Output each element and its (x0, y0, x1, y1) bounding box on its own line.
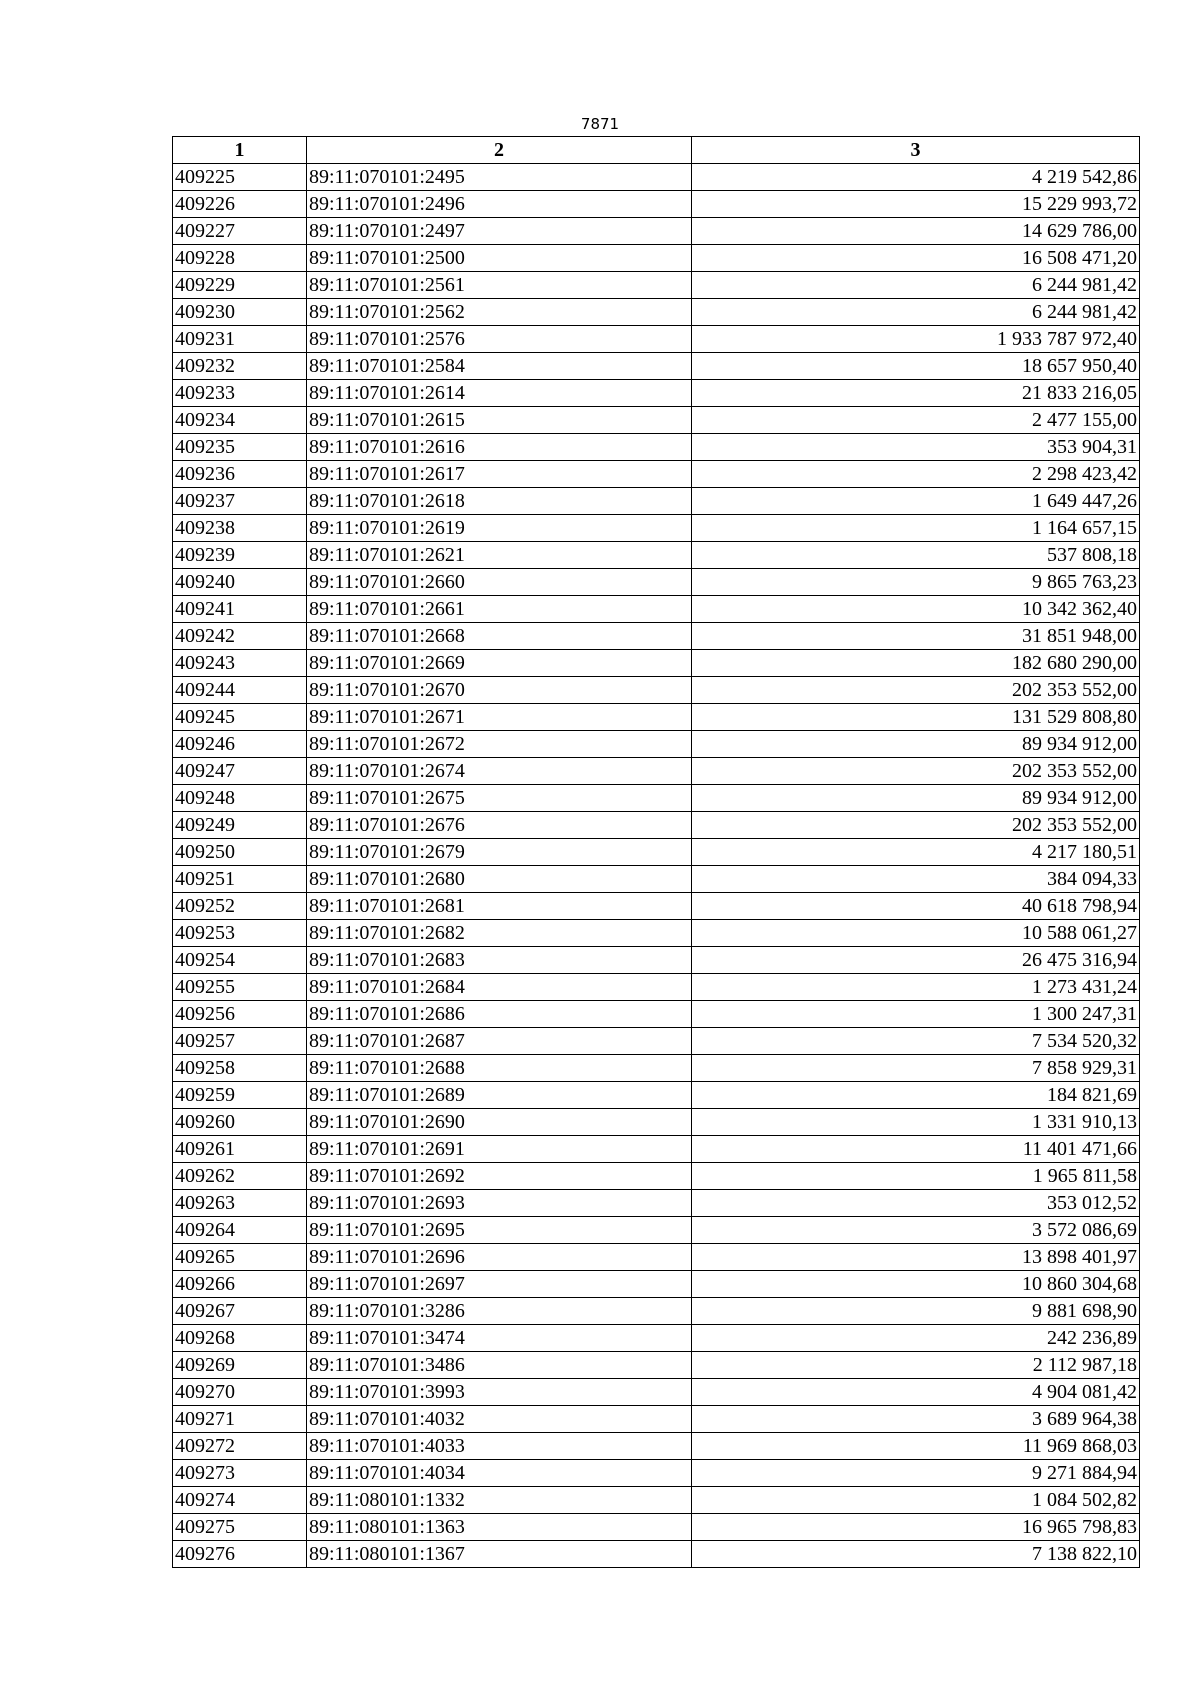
row-number-cell: 409227 (173, 218, 307, 245)
column-header-2: 2 (307, 137, 692, 164)
value-cell: 4 904 081,42 (692, 1379, 1140, 1406)
table-row (173, 542, 1140, 569)
row-number-cell: 409242 (173, 623, 307, 650)
table-row (173, 1433, 1140, 1460)
table-row (173, 1460, 1140, 1487)
cadastral-number-cell: 89:11:070101:4034 (307, 1460, 692, 1487)
value-cell: 1 649 447,26 (692, 488, 1140, 515)
table-row (173, 1352, 1140, 1379)
cadastral-number-cell: 89:11:070101:4033 (307, 1433, 692, 1460)
table-row (173, 1298, 1140, 1325)
table-row (173, 1109, 1140, 1136)
row-number-cell: 409275 (173, 1514, 307, 1541)
row-number-cell: 409253 (173, 920, 307, 947)
row-number-cell: 409225 (173, 164, 307, 191)
value-cell: 40 618 798,94 (692, 893, 1140, 920)
row-number-cell: 409271 (173, 1406, 307, 1433)
cadastral-number-cell: 89:11:070101:2691 (307, 1136, 692, 1163)
value-cell: 15 229 993,72 (692, 191, 1140, 218)
cadastral-number-cell: 89:11:070101:2674 (307, 758, 692, 785)
row-number-cell: 409246 (173, 731, 307, 758)
cadastral-number-cell: 89:11:070101:2500 (307, 245, 692, 272)
value-cell: 1 331 910,13 (692, 1109, 1140, 1136)
cadastral-number-cell: 89:11:070101:2696 (307, 1244, 692, 1271)
row-number-cell: 409268 (173, 1325, 307, 1352)
cadastral-number-cell: 89:11:070101:2669 (307, 650, 692, 677)
column-header-1: 1 (173, 137, 307, 164)
table-row (173, 326, 1140, 353)
table-row (173, 866, 1140, 893)
value-cell: 18 657 950,40 (692, 353, 1140, 380)
cadastral-number-cell: 89:11:070101:2688 (307, 1055, 692, 1082)
table-row (173, 812, 1140, 839)
table-row (173, 1082, 1140, 1109)
value-cell: 7 858 929,31 (692, 1055, 1140, 1082)
value-cell: 11 969 868,03 (692, 1433, 1140, 1460)
table-row (173, 1136, 1140, 1163)
value-cell: 6 244 981,42 (692, 272, 1140, 299)
cadastral-number-cell: 89:11:070101:2687 (307, 1028, 692, 1055)
table-row (173, 515, 1140, 542)
value-cell: 2 477 155,00 (692, 407, 1140, 434)
cadastral-number-cell: 89:11:070101:2676 (307, 812, 692, 839)
row-number-cell: 409250 (173, 839, 307, 866)
table-row (173, 245, 1140, 272)
table-row (173, 1190, 1140, 1217)
value-cell: 1 273 431,24 (692, 974, 1140, 1001)
cadastral-number-cell: 89:11:070101:2689 (307, 1082, 692, 1109)
value-cell: 10 588 061,27 (692, 920, 1140, 947)
table-row (173, 596, 1140, 623)
table-row (173, 893, 1140, 920)
value-cell: 1 300 247,31 (692, 1001, 1140, 1028)
cadastral-number-cell: 89:11:070101:2682 (307, 920, 692, 947)
column-header-3: 3 (692, 137, 1140, 164)
row-number-cell: 409237 (173, 488, 307, 515)
cadastral-number-cell: 89:11:070101:2496 (307, 191, 692, 218)
cadastral-number-cell: 89:11:080101:1367 (307, 1541, 692, 1568)
value-cell: 184 821,69 (692, 1082, 1140, 1109)
cadastral-number-cell: 89:11:070101:2562 (307, 299, 692, 326)
value-cell: 89 934 912,00 (692, 785, 1140, 812)
table-row (173, 704, 1140, 731)
table-row (173, 1379, 1140, 1406)
cadastral-number-cell: 89:11:070101:3993 (307, 1379, 692, 1406)
cadastral-number-cell: 89:11:070101:2619 (307, 515, 692, 542)
cadastral-number-cell: 89:11:070101:2670 (307, 677, 692, 704)
table-row (173, 677, 1140, 704)
table-body (173, 164, 1140, 1568)
cadastral-number-cell: 89:11:070101:2690 (307, 1109, 692, 1136)
table-row (173, 272, 1140, 299)
row-number-cell: 409248 (173, 785, 307, 812)
cadastral-number-cell: 89:11:070101:2561 (307, 272, 692, 299)
row-number-cell: 409276 (173, 1541, 307, 1568)
value-cell: 89 934 912,00 (692, 731, 1140, 758)
value-cell: 4 219 542,86 (692, 164, 1140, 191)
row-number-cell: 409260 (173, 1109, 307, 1136)
value-cell: 11 401 471,66 (692, 1136, 1140, 1163)
table-row (173, 731, 1140, 758)
cadastral-number-cell: 89:11:070101:2576 (307, 326, 692, 353)
row-number-cell: 409269 (173, 1352, 307, 1379)
row-number-cell: 409249 (173, 812, 307, 839)
row-number-cell: 409236 (173, 461, 307, 488)
row-number-cell: 409228 (173, 245, 307, 272)
table-row (173, 758, 1140, 785)
value-cell: 9 865 763,23 (692, 569, 1140, 596)
value-cell: 202 353 552,00 (692, 758, 1140, 785)
cadastral-number-cell: 89:11:070101:2621 (307, 542, 692, 569)
value-cell: 9 881 698,90 (692, 1298, 1140, 1325)
row-number-cell: 409274 (173, 1487, 307, 1514)
row-number-cell: 409252 (173, 893, 307, 920)
value-cell: 1 933 787 972,40 (692, 326, 1140, 353)
table-row (173, 569, 1140, 596)
cadastral-number-cell: 89:11:070101:3486 (307, 1352, 692, 1379)
table-row (173, 1271, 1140, 1298)
table-row (173, 920, 1140, 947)
value-cell: 21 833 216,05 (692, 380, 1140, 407)
table-row (173, 461, 1140, 488)
value-cell: 202 353 552,00 (692, 677, 1140, 704)
cadastral-number-cell: 89:11:070101:2617 (307, 461, 692, 488)
value-cell: 242 236,89 (692, 1325, 1140, 1352)
table-row (173, 839, 1140, 866)
cadastral-number-cell: 89:11:070101:2495 (307, 164, 692, 191)
table-row (173, 1541, 1140, 1568)
cadastral-number-cell: 89:11:070101:2686 (307, 1001, 692, 1028)
table-row (173, 623, 1140, 650)
value-cell: 9 271 884,94 (692, 1460, 1140, 1487)
value-cell: 353 012,52 (692, 1190, 1140, 1217)
cadastral-number-cell: 89:11:070101:3286 (307, 1298, 692, 1325)
table-header-row (173, 137, 1140, 164)
registry-table (172, 136, 1140, 1568)
cadastral-number-cell: 89:11:080101:1363 (307, 1514, 692, 1541)
row-number-cell: 409266 (173, 1271, 307, 1298)
value-cell: 13 898 401,97 (692, 1244, 1140, 1271)
value-cell: 353 904,31 (692, 434, 1140, 461)
value-cell: 2 112 987,18 (692, 1352, 1140, 1379)
row-number-cell: 409229 (173, 272, 307, 299)
cadastral-number-cell: 89:11:070101:3474 (307, 1325, 692, 1352)
value-cell: 131 529 808,80 (692, 704, 1140, 731)
value-cell: 10 860 304,68 (692, 1271, 1140, 1298)
cadastral-number-cell: 89:11:070101:2660 (307, 569, 692, 596)
table-row (173, 947, 1140, 974)
cadastral-number-cell: 89:11:070101:2680 (307, 866, 692, 893)
row-number-cell: 409244 (173, 677, 307, 704)
value-cell: 182 680 290,00 (692, 650, 1140, 677)
value-cell: 3 572 086,69 (692, 1217, 1140, 1244)
cadastral-number-cell: 89:11:080101:1332 (307, 1487, 692, 1514)
value-cell: 202 353 552,00 (692, 812, 1140, 839)
row-number-cell: 409272 (173, 1433, 307, 1460)
row-number-cell: 409247 (173, 758, 307, 785)
row-number-cell: 409255 (173, 974, 307, 1001)
row-number-cell: 409273 (173, 1460, 307, 1487)
value-cell: 10 342 362,40 (692, 596, 1140, 623)
table-row (173, 164, 1140, 191)
row-number-cell: 409264 (173, 1217, 307, 1244)
cadastral-number-cell: 89:11:070101:2614 (307, 380, 692, 407)
row-number-cell: 409256 (173, 1001, 307, 1028)
value-cell: 6 244 981,42 (692, 299, 1140, 326)
table-row (173, 1244, 1140, 1271)
table-row (173, 353, 1140, 380)
row-number-cell: 409234 (173, 407, 307, 434)
row-number-cell: 409261 (173, 1136, 307, 1163)
value-cell: 4 217 180,51 (692, 839, 1140, 866)
cadastral-number-cell: 89:11:070101:2672 (307, 731, 692, 758)
table-row (173, 785, 1140, 812)
cadastral-number-cell: 89:11:070101:2618 (307, 488, 692, 515)
value-cell: 16 508 471,20 (692, 245, 1140, 272)
cadastral-number-cell: 89:11:070101:2615 (307, 407, 692, 434)
table-row (173, 1217, 1140, 1244)
cadastral-number-cell: 89:11:070101:2681 (307, 893, 692, 920)
table-row (173, 1514, 1140, 1541)
cadastral-number-cell: 89:11:070101:2695 (307, 1217, 692, 1244)
cadastral-number-cell: 89:11:070101:2675 (307, 785, 692, 812)
value-cell: 26 475 316,94 (692, 947, 1140, 974)
cadastral-number-cell: 89:11:070101:2693 (307, 1190, 692, 1217)
value-cell: 7 534 520,32 (692, 1028, 1140, 1055)
row-number-cell: 409243 (173, 650, 307, 677)
cadastral-number-cell: 89:11:070101:2616 (307, 434, 692, 461)
value-cell: 537 808,18 (692, 542, 1140, 569)
page-number: 7871 (580, 115, 620, 133)
row-number-cell: 409257 (173, 1028, 307, 1055)
row-number-cell: 409241 (173, 596, 307, 623)
cadastral-number-cell: 89:11:070101:2697 (307, 1271, 692, 1298)
value-cell: 1 965 811,58 (692, 1163, 1140, 1190)
table-row (173, 1001, 1140, 1028)
table-row (173, 1487, 1140, 1514)
row-number-cell: 409251 (173, 866, 307, 893)
table-row (173, 1325, 1140, 1352)
cadastral-number-cell: 89:11:070101:2661 (307, 596, 692, 623)
row-number-cell: 409245 (173, 704, 307, 731)
value-cell: 31 851 948,00 (692, 623, 1140, 650)
row-number-cell: 409254 (173, 947, 307, 974)
table-row (173, 1406, 1140, 1433)
table-row (173, 434, 1140, 461)
value-cell: 1 164 657,15 (692, 515, 1140, 542)
value-cell: 14 629 786,00 (692, 218, 1140, 245)
cadastral-number-cell: 89:11:070101:2684 (307, 974, 692, 1001)
cadastral-number-cell: 89:11:070101:2683 (307, 947, 692, 974)
row-number-cell: 409267 (173, 1298, 307, 1325)
table-row (173, 1028, 1140, 1055)
table-row (173, 974, 1140, 1001)
row-number-cell: 409232 (173, 353, 307, 380)
row-number-cell: 409235 (173, 434, 307, 461)
table-row (173, 299, 1140, 326)
table-row (173, 1163, 1140, 1190)
cadastral-number-cell: 89:11:070101:2671 (307, 704, 692, 731)
table-row (173, 380, 1140, 407)
value-cell: 16 965 798,83 (692, 1514, 1140, 1541)
cadastral-number-cell: 89:11:070101:2584 (307, 353, 692, 380)
value-cell: 1 084 502,82 (692, 1487, 1140, 1514)
cadastral-number-cell: 89:11:070101:4032 (307, 1406, 692, 1433)
table-row (173, 488, 1140, 515)
row-number-cell: 409259 (173, 1082, 307, 1109)
row-number-cell: 409263 (173, 1190, 307, 1217)
row-number-cell: 409265 (173, 1244, 307, 1271)
row-number-cell: 409240 (173, 569, 307, 596)
row-number-cell: 409258 (173, 1055, 307, 1082)
row-number-cell: 409239 (173, 542, 307, 569)
row-number-cell: 409231 (173, 326, 307, 353)
cadastral-number-cell: 89:11:070101:2497 (307, 218, 692, 245)
row-number-cell: 409230 (173, 299, 307, 326)
table-row (173, 407, 1140, 434)
table-row (173, 1055, 1140, 1082)
value-cell: 3 689 964,38 (692, 1406, 1140, 1433)
value-cell: 384 094,33 (692, 866, 1140, 893)
row-number-cell: 409233 (173, 380, 307, 407)
value-cell: 2 298 423,42 (692, 461, 1140, 488)
cadastral-number-cell: 89:11:070101:2692 (307, 1163, 692, 1190)
value-cell: 7 138 822,10 (692, 1541, 1140, 1568)
row-number-cell: 409238 (173, 515, 307, 542)
cadastral-number-cell: 89:11:070101:2668 (307, 623, 692, 650)
row-number-cell: 409262 (173, 1163, 307, 1190)
table-row (173, 191, 1140, 218)
table-row (173, 650, 1140, 677)
row-number-cell: 409270 (173, 1379, 307, 1406)
row-number-cell: 409226 (173, 191, 307, 218)
cadastral-number-cell: 89:11:070101:2679 (307, 839, 692, 866)
table-row (173, 218, 1140, 245)
